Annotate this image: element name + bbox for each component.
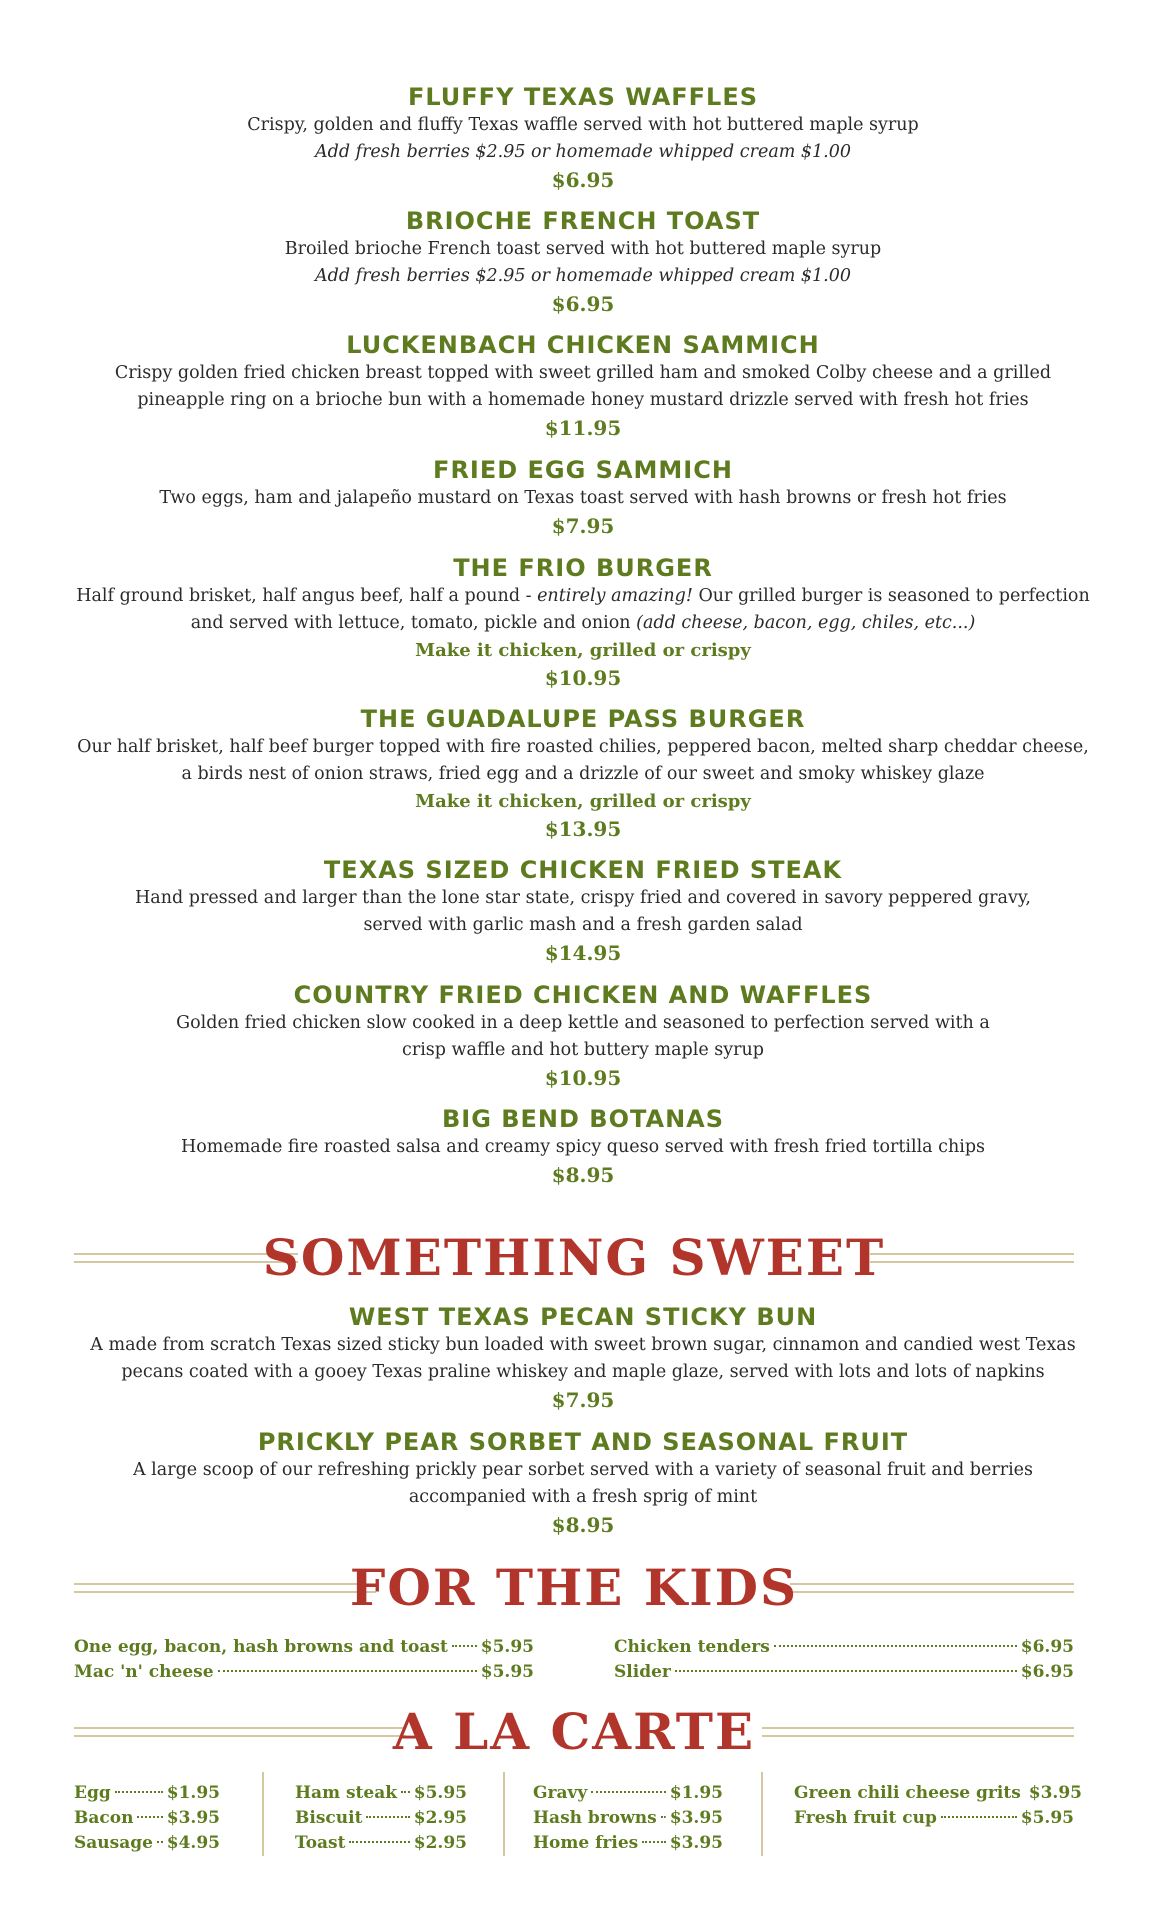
menu-item (0, 553, 1166, 692)
item-title: COUNTRY FRIED CHICKEN AND WAFFLES (293, 981, 873, 1009)
menu-item (0, 455, 1166, 540)
item-note: Add fresh berries $2.95 or homemade whipped cream $1.00 (314, 266, 852, 286)
leader-dots (366, 1816, 409, 1818)
carte-item-name: Toast (295, 1833, 346, 1853)
item-price: $14.95 (544, 941, 622, 965)
menu-item (0, 1302, 1166, 1414)
kids-item-price: $5.95 (480, 1637, 534, 1657)
item-description: Homemade fire roasted salsa and creamy spicy queso served with fresh fried tortilla chips (180, 1137, 986, 1157)
column-divider (761, 1772, 763, 1856)
leader-dots (349, 1841, 409, 1843)
kids-row (74, 1634, 534, 1660)
menu-item (0, 704, 1166, 843)
a-la-carte-row (794, 1805, 1074, 1831)
carte-item-name: Egg (74, 1783, 111, 1803)
item-title: THE FRIO BURGER (453, 554, 713, 582)
item-title: WEST TEXAS PECAN STICKY BUN (348, 1303, 818, 1331)
column-divider (503, 1772, 505, 1856)
kids-item-price: $5.95 (480, 1662, 534, 1682)
leader-dots (401, 1791, 410, 1793)
a-la-carte-row (74, 1780, 220, 1806)
carte-item-name: Home fries (533, 1833, 639, 1853)
menu-item (0, 980, 1166, 1092)
column-divider (262, 1772, 264, 1856)
kids-row (614, 1634, 1074, 1660)
item-option: Make it chicken, grilled or crispy (415, 791, 751, 812)
item-description (0, 583, 1166, 610)
section-title: FOR THE KIDS (349, 1558, 799, 1617)
item-title: THE GUADALUPE PASS BURGER (360, 705, 806, 733)
item-description: accompanied with a fresh sprig of mint (408, 1487, 758, 1507)
carte-item-price: $5.95 (1020, 1808, 1074, 1828)
item-price: $6.95 (551, 168, 615, 192)
leader-dots (774, 1645, 1017, 1647)
item-description-part: Half ground brisket, half angus beef, half a pound - (76, 586, 538, 606)
a-la-carte-row (533, 1805, 723, 1831)
item-price: $13.95 (544, 817, 622, 841)
section-title: SOMETHING SWEET (262, 1228, 886, 1287)
item-title: FRIED EGG SAMMICH (433, 456, 733, 484)
leader-dots (591, 1791, 666, 1793)
menu-item (0, 330, 1166, 442)
item-description: a birds nest of onion straws, fried egg and a drizzle of our sweet and smoky whiskey glaze (181, 764, 985, 784)
carte-item-price: $3.95 (669, 1833, 723, 1853)
menu-item (0, 1104, 1166, 1189)
item-description: Two eggs, ham and jalapeño mustard on Texas toast served with hash browns or fresh hot fries (159, 488, 1007, 508)
a-la-carte-row (533, 1780, 723, 1806)
item-title: BRIOCHE FRENCH TOAST (405, 207, 761, 235)
carte-item-price: $3.95 (1028, 1783, 1082, 1803)
item-description: Crispy, golden and fluffy Texas waffle served with hot buttered maple syrup (247, 115, 919, 135)
item-description: pineapple ring on a brioche bun with a homemade honey mustard drizzle served with fresh hot fries (137, 390, 1029, 410)
carte-item-name: Biscuit (295, 1808, 363, 1828)
item-price: $7.95 (551, 514, 615, 538)
item-description: pecans coated with a gooey Texas praline whiskey and maple glaze, served with lots and lots of napkins (121, 1362, 1045, 1382)
carte-item-name: Sausage (74, 1833, 153, 1853)
a-la-carte-row (295, 1780, 467, 1806)
section-heading-something-sweet (74, 1228, 1074, 1288)
kids-item-name: Mac 'n' cheese (74, 1662, 214, 1682)
item-price: $11.95 (544, 416, 622, 440)
carte-item-price: $2.95 (413, 1833, 467, 1853)
item-description: crisp waffle and hot buttery maple syrup (402, 1040, 764, 1060)
kids-item-price: $6.95 (1020, 1637, 1074, 1657)
kids-item-price: $6.95 (1020, 1662, 1074, 1682)
kids-row (74, 1659, 534, 1685)
menu-item (0, 855, 1166, 967)
leader-dots (675, 1670, 1017, 1672)
carte-item-name: Bacon (74, 1808, 134, 1828)
carte-item-price: $1.95 (166, 1783, 220, 1803)
item-title: BIG BEND BOTANAS (441, 1105, 725, 1133)
section-heading-for-the-kids (74, 1558, 1074, 1618)
leader-dots (642, 1841, 666, 1843)
item-description: A made from scratch Texas sized sticky bun loaded with sweet brown sugar, cinnamon and candied west Texas (90, 1335, 1076, 1355)
item-description: Crispy golden fried chicken breast topped with sweet grilled ham and smoked Colby cheese and a grilled (114, 363, 1052, 383)
leader-dots (661, 1816, 666, 1818)
carte-item-price: $5.95 (413, 1783, 467, 1803)
item-description: A large scoop of our refreshing prickly pear sorbet served with a variety of seasonal fruit and berries (132, 1460, 1034, 1480)
item-price: $8.95 (551, 1513, 615, 1537)
kids-row (614, 1659, 1074, 1685)
kids-item-name: Chicken tenders (614, 1637, 770, 1657)
carte-item-price: $3.95 (166, 1808, 220, 1828)
item-price: $8.95 (551, 1163, 615, 1187)
item-description-italic: (add cheese, bacon, egg, chiles, etc...) (636, 613, 976, 633)
menu-item (0, 1427, 1166, 1539)
item-title: TEXAS SIZED CHICKEN FRIED STEAK (323, 856, 843, 884)
a-la-carte-row (74, 1805, 220, 1831)
carte-item-name: Green chili cheese grits (794, 1783, 1021, 1803)
item-description: Broiled brioche French toast served with hot buttered maple syrup (284, 239, 882, 259)
item-title: PRICKLY PEAR SORBET AND SEASONAL FRUIT (257, 1428, 909, 1456)
item-description: served with garlic mash and a fresh garden salad (363, 915, 803, 935)
item-title: LUCKENBACH CHICKEN SAMMICH (346, 331, 820, 359)
item-price: $10.95 (544, 1066, 622, 1090)
menu-item (0, 82, 1166, 194)
item-description-italic: entirely amazing! (537, 586, 693, 606)
leader-dots (218, 1670, 477, 1672)
carte-item-name: Fresh fruit cup (794, 1808, 937, 1828)
menu-item (0, 206, 1166, 318)
item-description: Golden fried chicken slow cooked in a deep kettle and seasoned to perfection served with a (176, 1013, 990, 1033)
item-description: Our half brisket, half beef burger topped with fire roasted chilies, peppered bacon, melted sharp cheddar cheese, (77, 737, 1089, 757)
item-description (0, 610, 1166, 637)
leader-dots (137, 1816, 162, 1818)
item-note: Add fresh berries $2.95 or homemade whipped cream $1.00 (314, 142, 852, 162)
item-price: $7.95 (551, 1388, 615, 1412)
a-la-carte-row (295, 1805, 467, 1831)
carte-item-name: Ham steak (295, 1783, 398, 1803)
carte-item-name: Gravy (533, 1783, 588, 1803)
leader-dots (452, 1645, 477, 1647)
section-title: A LA CARTE (392, 1702, 756, 1761)
leader-dots (157, 1841, 163, 1843)
carte-item-price: $3.95 (669, 1808, 723, 1828)
item-price: $6.95 (551, 292, 615, 316)
carte-item-name: Hash browns (533, 1808, 657, 1828)
a-la-carte-row (533, 1830, 723, 1856)
leader-dots (941, 1816, 1017, 1818)
carte-item-price: $2.95 (413, 1808, 467, 1828)
a-la-carte-row (794, 1780, 1082, 1806)
item-option: Make it chicken, grilled or crispy (415, 640, 751, 661)
a-la-carte-row (74, 1830, 220, 1856)
leader-dots (115, 1791, 163, 1793)
carte-item-price: $4.95 (166, 1833, 220, 1853)
item-description: Hand pressed and larger than the lone star state, crispy fried and covered in savory peppered gravy, (135, 888, 1031, 908)
section-heading-a-la-carte (74, 1702, 1074, 1762)
item-title: FLUFFY TEXAS WAFFLES (407, 83, 759, 111)
item-description-part: and served with lettuce, tomato, pickle and onion (190, 613, 637, 633)
item-price: $10.95 (544, 666, 622, 690)
kids-item-name: One egg, bacon, hash browns and toast (74, 1637, 448, 1657)
carte-item-price: $1.95 (669, 1783, 723, 1803)
kids-item-name: Slider (614, 1662, 671, 1682)
a-la-carte-row (295, 1830, 467, 1856)
item-description-part: Our grilled burger is seasoned to perfection (692, 586, 1090, 606)
